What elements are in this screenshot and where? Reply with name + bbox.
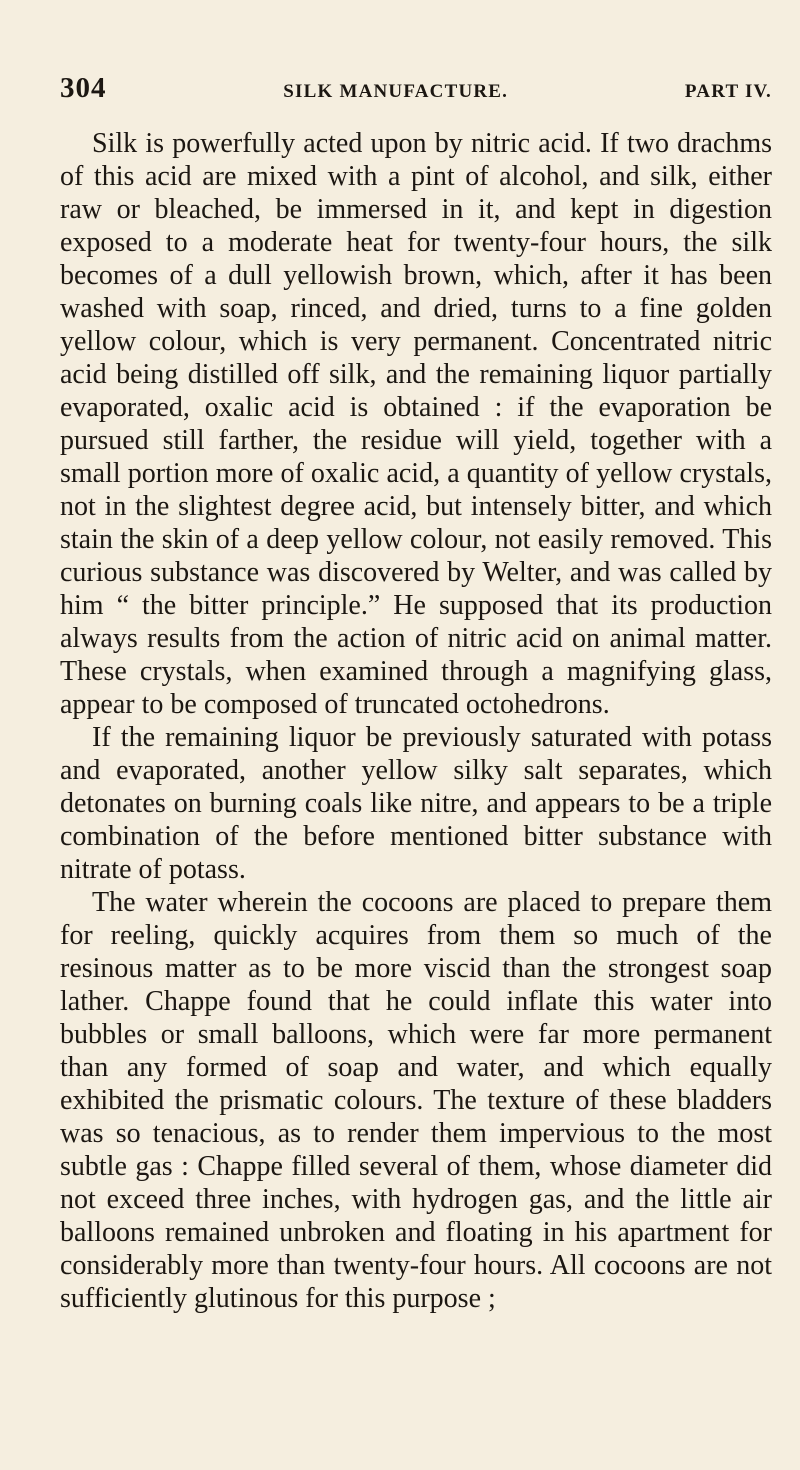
body-text (60, 127, 772, 1315)
page-number: 304 (60, 72, 107, 104)
paragraph-cocoon-water: The water wherein the cocoons are placed to prepare them for reeling, quickly acquires from them so much of the resinous matter as to be more viscid than the strongest soap lather. Chappe found that he could inflate this water into bubbles or small balloons, which were far more permanent than any formed of soap and water, and which equally exhibited the prismatic colours. The texture of these bladders was so tenacious, as to render them impervious to the most subtle gas : Chappe filled several of them, whose diameter did not exceed three inches, with hydrogen gas, and the little air balloons remained unbroken and floating in his apartment for considerably more than twenty-four hours. All cocoons are not sufficiently glutinous for this purpose ; (60, 887, 772, 1314)
part-label: PART IV. (684, 81, 772, 102)
page-header (60, 72, 772, 112)
paragraph-potass: If the remaining liquor be previously saturated with potass and evaporated, another yellow silky salt separates, which detonates on burning coals like nitre, and appears to be a triple combination of the before mentioned bitter substance with nitrate of potass. (60, 722, 772, 885)
running-title: SILK MANUFACTURE. (283, 81, 509, 102)
paragraph-nitric-acid: Silk is powerfully acted upon by nitric acid. If two drachms of this acid are mixed with a pint of alcohol, and silk, either raw or bleached, be immersed in it, and kept in digestion exposed to a moderate heat for twenty-four hours, the silk becomes of a dull yellowish brown, which, after it has been washed with soap, rinced, and dried, turns to a fine golden yellow colour, which is very permanent. Concentrated nitric acid being distilled off silk, and the remaining liquor partially evaporated, oxalic acid is obtained : if the evaporation be pursued still farther, the residue will yield, together with a small portion more of oxalic acid, a quantity of yellow crystals, not in the slightest degree acid, but intensely bitter, and which stain the skin of a deep yellow colour, not easily removed. This curious substance was discovered by Welter, and was called by him “ the bitter principle.” He supposed that its production always results from the action of nitric acid on animal matter. These crystals, when examined through a magnifying glass, appear to be composed of truncated octohedrons. (60, 128, 772, 720)
